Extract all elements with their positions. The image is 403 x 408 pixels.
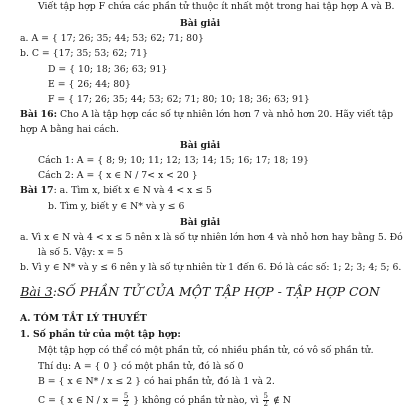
answer-line-e: E = { 26; 44; 80} [48,79,131,90]
solution-heading: Bài giải [179,140,221,151]
exercise-17-statement-a [20,185,212,197]
answer-line-a: a. A = { 17; 26; 35; 44; 53; 62; 71; 80} [20,33,204,44]
example-line-b: B = { x ∈ N* / x ≤ 2 } có hai phần tử, đó là 1 và 2. [38,376,275,387]
exercise-17-statement-b: b. Tìm y, biết y ∈ N* và y ≤ 6 [48,201,185,212]
solution-17-b: b. Vì y ∈ N* và y ≤ 6 nên y là số tự nhiên từ 1 đến 6. Đó là các số: 1; 2; 3; 4; 5; 6. [20,262,402,273]
lesson-title [0,284,400,300]
solution-17-a: a. Vì x ∈ N và 4 < x ≤ 5 nên x là số tự nhiên lớn hơn 4 và nhỏ hơn hay bằng 5. Đó [20,232,403,243]
subsection-1-heading: 1. Số phần tử của một tập hợp: [20,329,181,340]
fraction-denominator: 2 [263,400,268,408]
method-1-line: Cách 1: A = { 8; 9; 10; 11; 12; 13; 14; 15; 16; 17; 18; 19} [38,155,310,166]
lesson-number: Bài 3 [20,284,53,299]
theory-paragraph: Một tập hợp có thể có một phần tử, có nhiều phần tử, có vô số phần tử. [38,345,374,356]
exercise-17-text-a: : a. Tìm x, biết x ∈ N và 4 < x ≤ 5 [53,185,212,196]
example-c-middle: } không có phần tử nào, vì [133,395,259,406]
fraction-five-halves [123,393,129,408]
exercise-16-statement-cont: hợp A bằng hai cách. [20,124,119,135]
example-c-start: C = { x ∈ N / x = [38,395,119,406]
fraction-numerator: 5 [263,392,268,400]
example-line-a: Thí dụ: A = { 0 } có một phần tử, đó là số 0 [38,361,244,372]
solution-heading: Bài giải [179,18,221,29]
fraction-numerator: 5 [123,392,129,400]
exercise-16-statement [20,109,393,121]
problem-statement-f: Viết tập hợp F chứa các phần tử thuộc ít nhất một trong hai tập hợp A và B. [38,1,395,12]
lesson-name: :SỐ PHẦN TỬ CỦA MỘT TẬP HỢP - TẬP HỢP CON [52,284,380,299]
answer-line-d: D = { 10; 18; 36; 63; 91} [48,64,168,75]
example-line-c [38,393,291,408]
exercise-16-text: Cho A là tập hợp các số tự nhiên lớn hơn 7 và nhỏ hơn 20. Hãy viết tập [57,109,394,120]
answer-line-f: F = { 17; 26; 35; 44; 53; 62; 71; 80; 10; 18; 36; 63; 91} [48,94,310,105]
exercise-16-label: Bài 16: [20,109,58,120]
answer-line-c: b. C = {17; 35; 53; 62; 71} [20,48,149,59]
section-a-heading: A. TÓM TẮT LÝ THUYẾT [20,313,147,324]
fraction-five-halves [263,393,269,408]
fraction-denominator: 2 [123,400,129,408]
solution-17-a-cont: là số 5. Vậy: x = 5 [38,247,124,258]
method-2-line: Cách 2: A = { x ∈ N / 7< x < 20 } [38,170,198,181]
exercise-17-label: Bài 17 [20,185,54,196]
solution-heading: Bài giải [179,217,221,228]
example-c-end: ∉ N [272,395,291,406]
